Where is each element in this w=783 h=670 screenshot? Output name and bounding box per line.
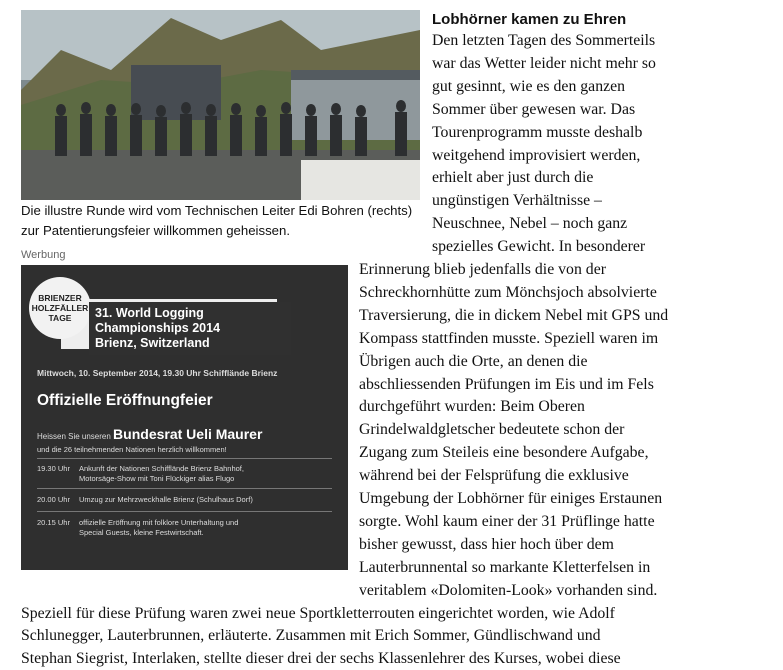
article-line: weitgehend improvisiert werden, <box>432 146 641 164</box>
event-title-line: Brienz, Switzerland <box>95 336 210 350</box>
article-line: Speziell für diese Prüfung waren zwei neue Sportkletterrouten eingerichtet worden, wie Adolf <box>21 604 615 622</box>
schedule-desc-line: Special Guests, kleine Festwirtschaft. <box>79 528 204 537</box>
schedule-desc-line: Motorsäge-Show mit Toni Flückiger alias Flugo <box>79 474 235 483</box>
article-line: gut gesinnt, wie es den ganzen <box>432 77 626 95</box>
article-line: Zugang zum Steileis eine besondere Aufgabe, <box>359 444 649 462</box>
article-line: spezielles Gewicht. In besonderer <box>432 238 646 256</box>
schedule-desc-line: Umzug zur Mehrzweckhalle Brienz (Schulhaus Dorf) <box>79 495 253 504</box>
logo-line: TAGE <box>48 313 72 323</box>
schedule-time: 20.15 Uhr <box>37 518 70 527</box>
article-line: Erinnerung blieb jedenfalls die von der <box>359 261 606 278</box>
article-line: Tourenprogramm musste deshalb <box>432 123 643 141</box>
article-line: Schreckhornhütte zum Mönchsjoch absolvierte <box>359 283 657 301</box>
schedule-desc-line: offizielle Eröffnung mit folklore Unterhaltung und <box>79 518 239 527</box>
event-logo <box>29 277 91 339</box>
caption-line: Die illustre Runde wird vom Technischen Leiter Edi Bohren (rechts) <box>21 203 413 218</box>
article-line: abschliessenden Prüfungen im Eis und im Fels <box>359 375 654 393</box>
event-date: Mittwoch, 10. September 2014, 19.30 Uhr Schifflände Brienz <box>37 368 278 378</box>
article-line: Den letzten Tagen des Sommerteils <box>432 32 656 49</box>
article-line: ungünstigen Verhältnisse – <box>432 192 602 210</box>
logo-line: BRIENZER <box>38 293 82 303</box>
invite-line <box>37 426 262 442</box>
article-line: Lauterbrunnental so markante Kletterfelsen in <box>359 558 651 576</box>
article-line: Umgebung der Lobhörner für einiges Erstaunen <box>359 490 663 507</box>
article-line: Sommer über gewesen war. Das <box>432 100 636 118</box>
invite-suffix: und die 26 teilnehmenden Nationen herzlich willkommen! <box>37 445 227 454</box>
divider <box>37 511 332 512</box>
event-title-line: Championships 2014 <box>95 321 221 335</box>
schedule-desc <box>79 464 334 484</box>
schedule-desc <box>79 518 334 538</box>
event-title <box>89 302 291 355</box>
article-line: Übrigen auch die Orte, an denen die <box>359 352 588 370</box>
article-line: Grindelwaldgletscher bedeutete schon der <box>359 421 625 439</box>
advertisement[interactable] <box>21 265 348 570</box>
photo-caption <box>21 201 421 241</box>
schedule-time: 19.30 Uhr <box>37 464 70 473</box>
event-title-line: 31. World Logging <box>95 306 204 320</box>
article-line: sorgte. Wohl kaum einer der 31 Prüflinge hatte <box>359 512 655 530</box>
article-line: Kompass stattfinden musste. Speziell waren im <box>359 329 659 347</box>
article-line: Schlunegger, Lauterbrunnen, erläuterte. Zusammen mit Erich Sommer, Gündlischwand und <box>21 627 601 645</box>
logo-line: HOLZFÄLLER <box>31 303 89 313</box>
group-photo <box>21 10 420 200</box>
article-line: Neuschnee, Nebel – noch ganz <box>432 215 628 233</box>
schedule-desc-line: Ankunft der Nationen Schifflände Brienz Bahnhof, <box>79 464 244 473</box>
article-line: während bei der Felsprüfung die exklusive <box>359 467 629 485</box>
article-line: bisher gewusst, dass hier hoch über dem <box>359 535 614 553</box>
invite-prefix: Heissen Sie unseren <box>37 432 114 441</box>
article-line: Stephan Siegrist, Interlaken, stellte dieser drei der sechs Klassenlehrer des Kurses, wobei diese <box>21 650 621 668</box>
article-line: erhielt aber just durch die <box>432 169 594 187</box>
schedule-desc <box>79 495 334 505</box>
schedule-time: 20.00 Uhr <box>37 495 70 504</box>
caption-line: zur Patentierungsfeier willkommen geheissen. <box>21 223 291 238</box>
divider <box>37 458 332 459</box>
ad-heading: Offizielle Eröffnungfeier <box>37 392 213 409</box>
article-headline: Lobhörner kamen zu Ehren <box>432 11 627 28</box>
article-line: Traversierung, die in dickem Nebel mit GPS und <box>359 306 669 324</box>
ad-label: Werbung <box>21 249 66 261</box>
article-line: war das Wetter leider nicht mehr so <box>432 54 656 72</box>
invite-name: Bundesrat Ueli Maurer <box>113 426 263 442</box>
group-photo-icon <box>21 10 420 200</box>
article-line: veritablem «Dolomiten-Look» vorhanden sind. <box>359 581 658 599</box>
divider <box>37 488 332 489</box>
article-line: durchgeführt wurden: Beim Oberen <box>359 398 585 416</box>
